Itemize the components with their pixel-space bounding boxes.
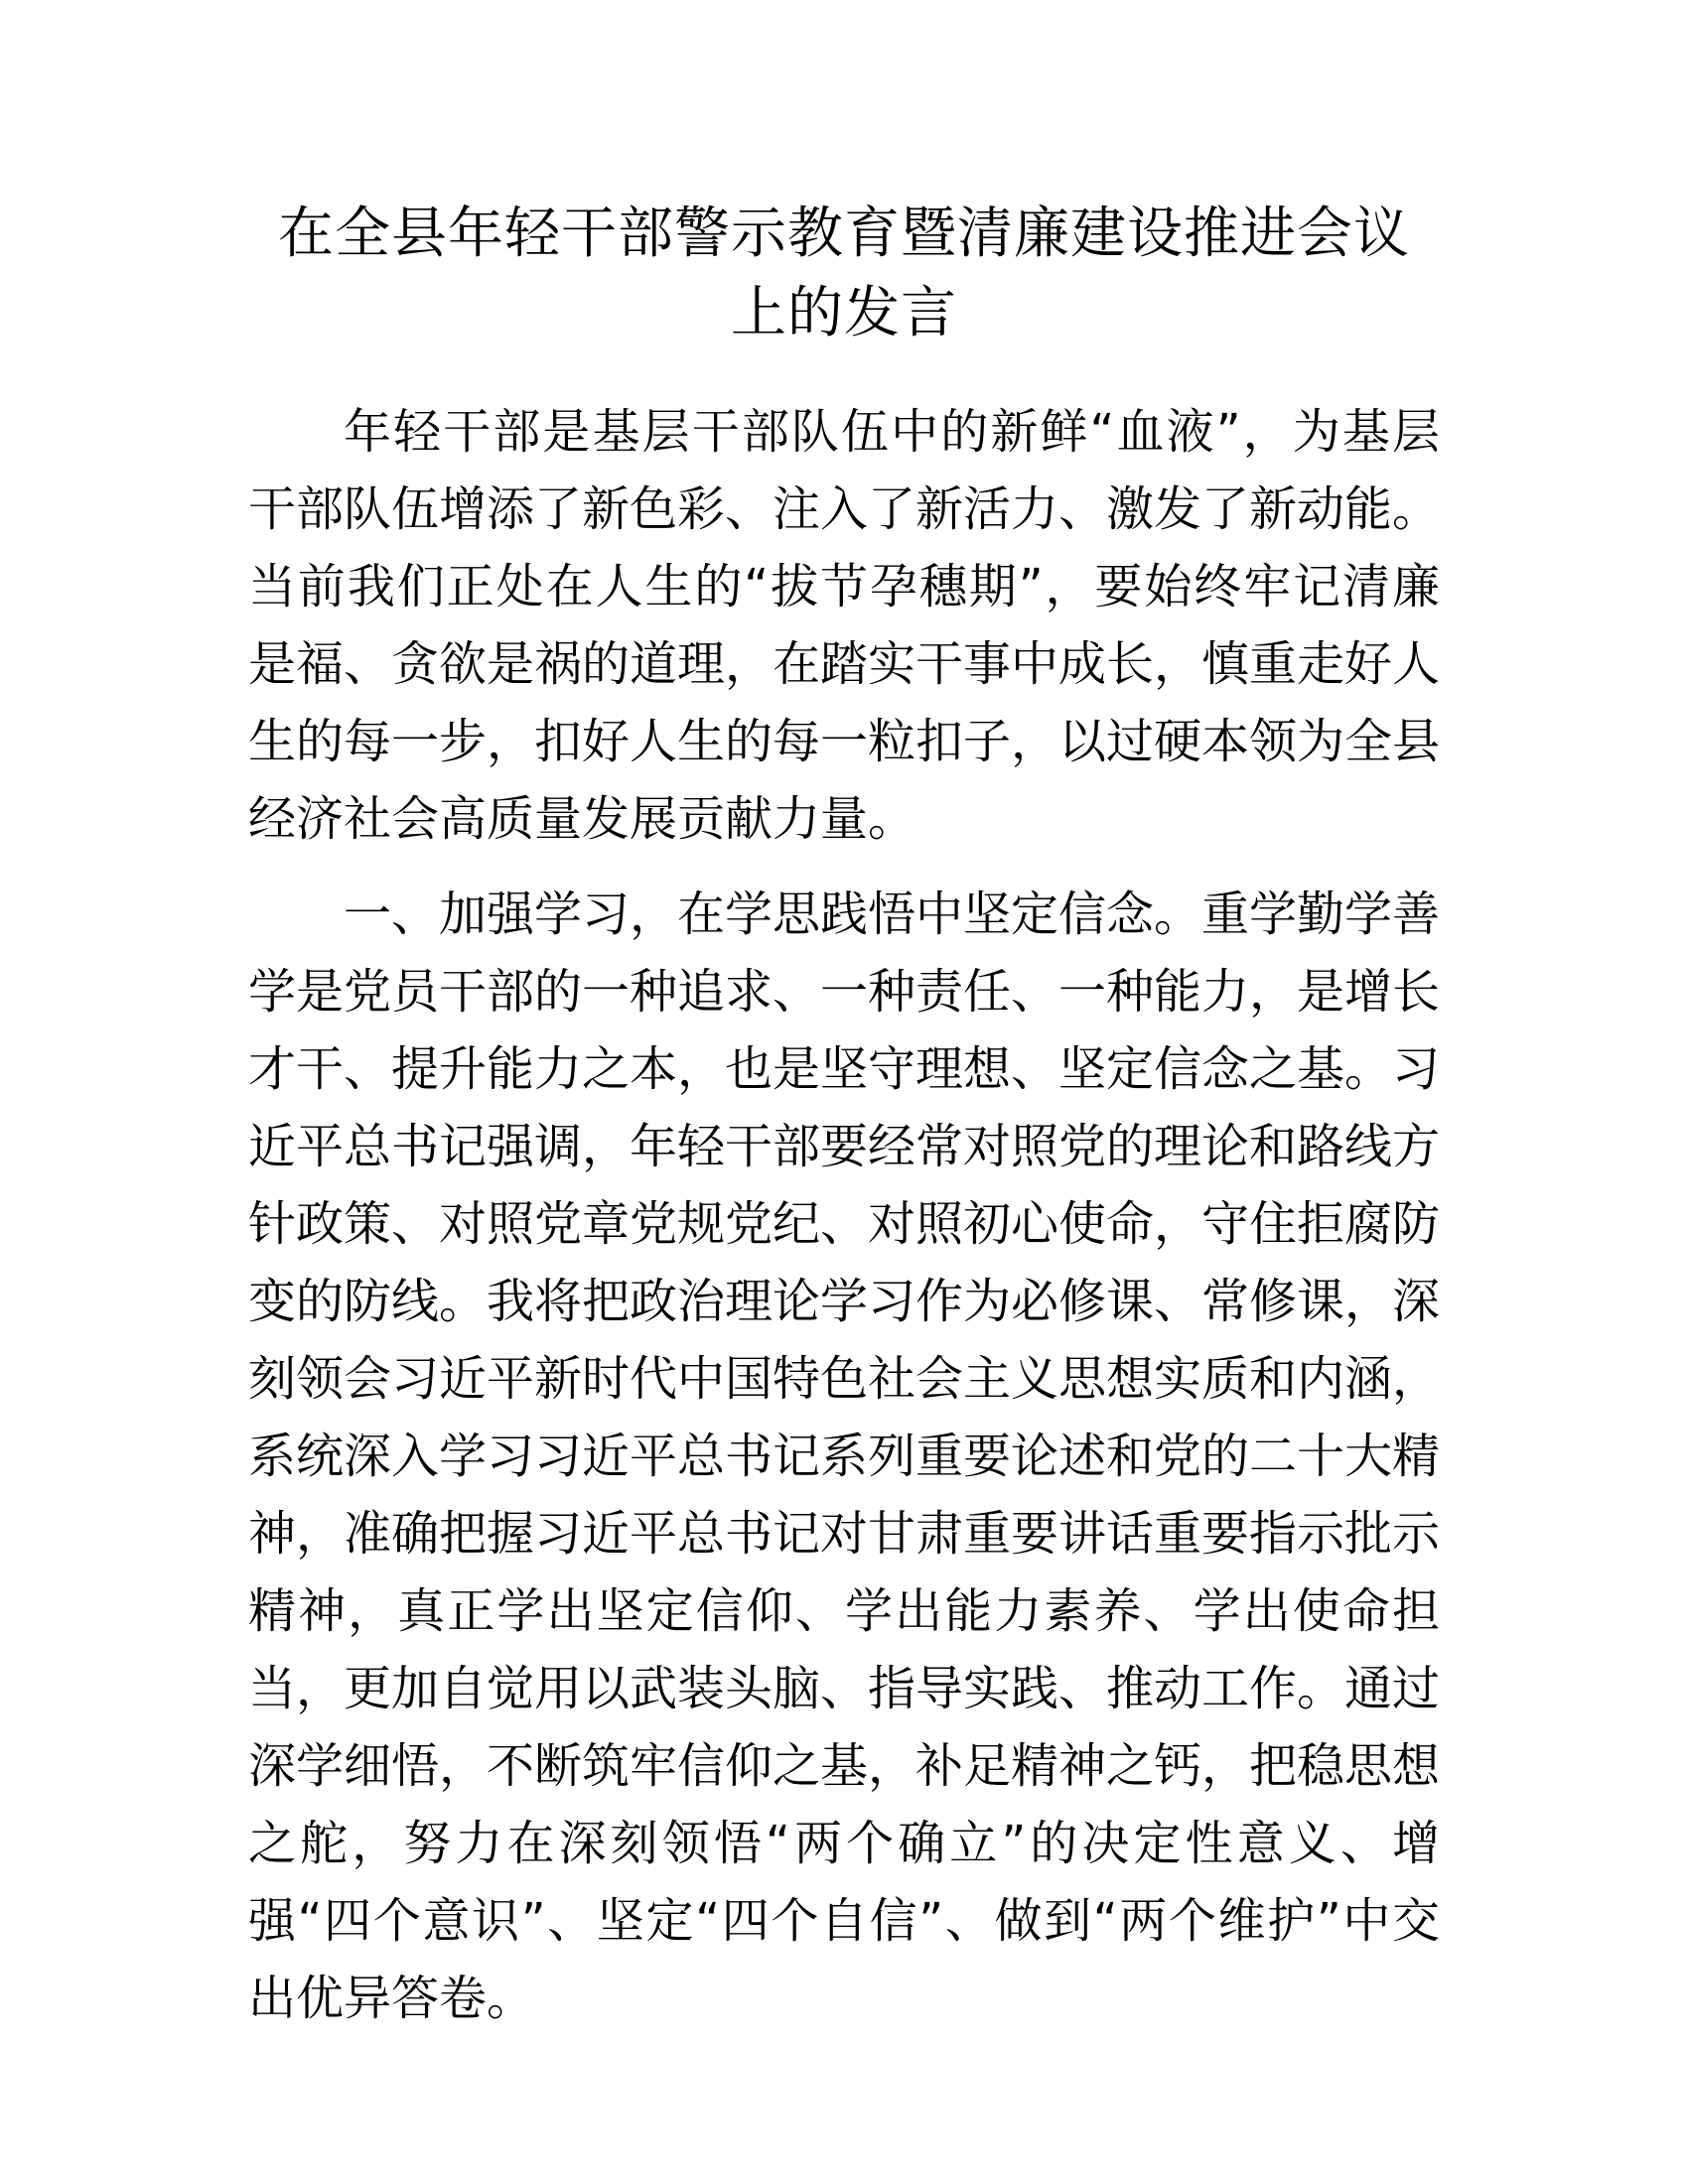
title-line-2: 上的发言 (731, 281, 957, 345)
document-body (248, 393, 1440, 2037)
document-page (248, 195, 1440, 2055)
paragraph-intro: 年轻干部是基层干部队伍中的新鲜“血液”，为基层干部队伍增添了新色彩、注入了新活力、激发了新动能。当前我们正处在人生的“拔节孕穗期”，要始终牢记清廉是福、贪欲是祸的道理，在踏实干事中成长，慎重走好人生的每一步，扣好人生的每一粒扣子，以过硬本领为全县经济社会高质量发展贡献力量。 (248, 404, 1441, 847)
paragraph-section-1: 一、加强学习，在学思践悟中坚定信念。重学勤学善学是党员干部的一种追求、一种责任、一种能力，是增长才干、提升能力之本，也是坚守理想、坚定信念之基。习近平总书记强调，年轻干部要经常对照党的理论和路线方针政策、对照党章党规党纪、对照初心使命，守住拒腐防变的防线。我将把政治理论学习作为必修课、常修课，深刻领会习近平新时代中国特色社会主义思想实质和内涵，系统深入学习习近平总书记系列重要论述和党的二十大精神，准确把握习近平总书记对甘肃重要讲话重要指示批示精神，真正学出坚定信仰、学出能力素养、学出使命担当，更加自觉用以武装头脑、指导实践、推动工作。通过深学细悟，不断筑牢信仰之基，补足精神之钙，把稳思想之舵，努力在深刻领悟“两个确立”的决定性意义、增强“四个意识”、坚定“四个自信”、做到“两个维护”中交出优异答卷。 (248, 887, 1441, 2026)
document-title (248, 195, 1440, 353)
title-line-1: 在全县年轻干部警示教育暨清廉建设推进会议 (278, 202, 1410, 266)
